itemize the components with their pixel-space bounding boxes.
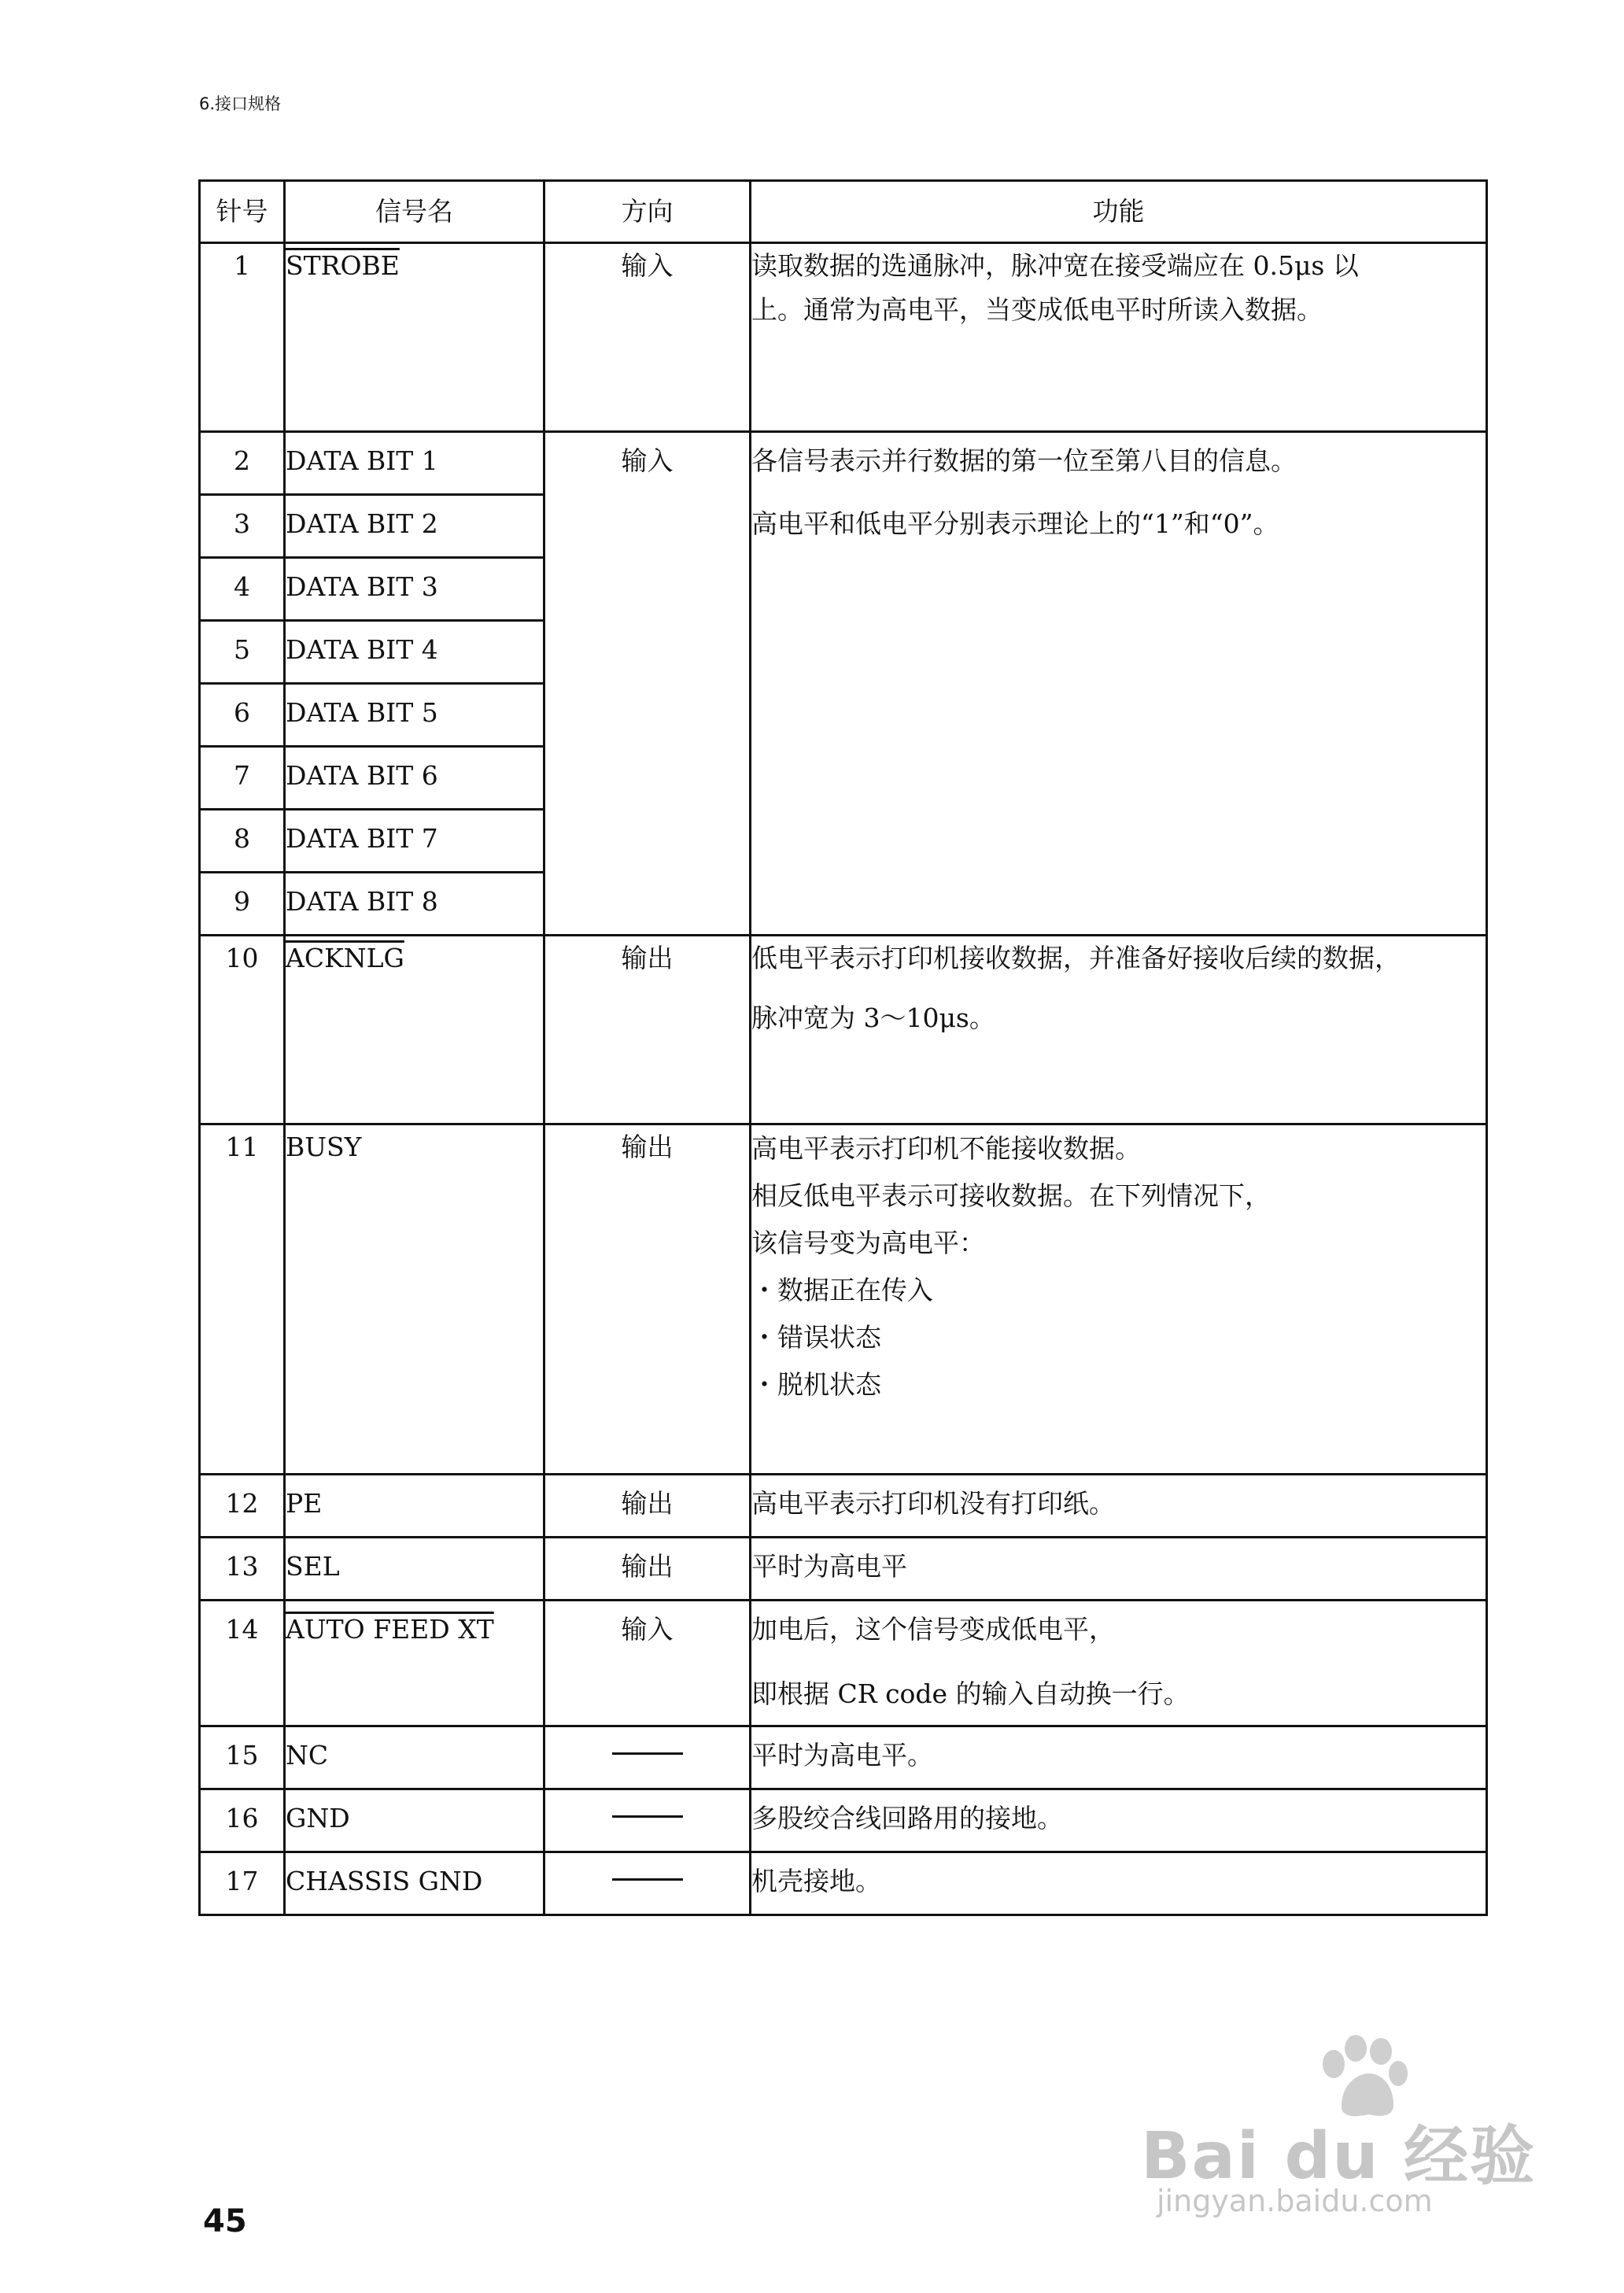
function-cell <box>751 432 1487 936</box>
direction-none <box>612 1815 683 1818</box>
table-row <box>200 1124 1487 1475</box>
function-cell <box>751 1538 1487 1601</box>
signal-name: DATA BIT 3 <box>285 558 544 621</box>
direction <box>544 1852 751 1915</box>
function-line: 加电后，这个信号变成低电平， <box>751 1614 1115 1645</box>
pin-number: 2 <box>200 432 285 495</box>
function-line: 多股绞合线回路用的接地。 <box>751 1803 1063 1833</box>
function-cell <box>751 936 1487 1124</box>
function-bullet: ・脱机状态 <box>751 1369 881 1400</box>
pin-number: 3 <box>200 495 285 558</box>
function-line: 高电平和低电平分别表示理论上的“1”和“0”。 <box>751 508 1279 539</box>
function-cell <box>751 1726 1487 1789</box>
signal-name: STROBE <box>285 243 544 432</box>
col-header-pin: 针号 <box>200 181 285 243</box>
function-line: 平时为高电平 <box>751 1551 907 1582</box>
watermark-brand: Bai du 经验 <box>1141 2119 1537 2194</box>
function-line: 上。通常为高电平，当变成低电平时所读入数据。 <box>751 294 1323 325</box>
function-cell <box>751 1124 1487 1475</box>
signal-name: BUSY <box>285 1124 544 1475</box>
signal-name: DATA BIT 1 <box>285 432 544 495</box>
signal-name: DATA BIT 4 <box>285 621 544 684</box>
direction-none <box>612 1878 683 1881</box>
signal-name: ACKNLG <box>285 936 544 1124</box>
direction <box>544 1726 751 1789</box>
pin-number: 14 <box>200 1601 285 1726</box>
watermark-url: jingyan.baidu.com <box>1157 2184 1433 2218</box>
table-row <box>200 243 1487 432</box>
section-header: 6.接口规格 <box>199 94 282 113</box>
pin-number: 12 <box>200 1475 285 1538</box>
signal-name: DATA BIT 2 <box>285 495 544 558</box>
signal-name: SEL <box>285 1538 544 1601</box>
function-line: 各信号表示并行数据的第一位至第八目的信息。 <box>751 445 1297 476</box>
table-row <box>200 1475 1487 1538</box>
signal-name: CHASSIS GND <box>285 1852 544 1915</box>
function-bullet: ・数据正在传入 <box>751 1275 933 1305</box>
pin-number: 5 <box>200 621 285 684</box>
function-bullet: ・错误状态 <box>751 1322 881 1353</box>
signal-name: DATA BIT 8 <box>285 873 544 936</box>
direction: 输入 <box>544 432 751 936</box>
pin-number: 13 <box>200 1538 285 1601</box>
direction: 输出 <box>544 1538 751 1601</box>
baidu-jingyan-watermark <box>1141 2034 1537 2218</box>
pin-number: 16 <box>200 1789 285 1852</box>
table-row <box>200 432 1487 495</box>
function-cell <box>751 1601 1487 1726</box>
function-line: 相反低电平表示可接收数据。在下列情况下， <box>751 1180 1271 1211</box>
signal-name: GND <box>285 1789 544 1852</box>
direction: 输出 <box>544 1475 751 1538</box>
signal-name: DATA BIT 5 <box>285 684 544 747</box>
function-line: 读取数据的选通脉冲，脉冲宽在接受端应在 0.5μs 以 <box>751 250 1359 281</box>
function-cell <box>751 1475 1487 1538</box>
function-line: 即根据 CR code 的输入自动换一行。 <box>751 1678 1190 1709</box>
function-cell <box>751 243 1487 432</box>
direction-none <box>612 1752 683 1755</box>
direction: 输出 <box>544 1124 751 1475</box>
function-line: 平时为高电平。 <box>751 1740 933 1771</box>
table-row <box>200 1852 1487 1915</box>
table-row <box>200 1538 1487 1601</box>
table-row <box>200 1726 1487 1789</box>
direction: 输入 <box>544 1601 751 1726</box>
function-line: 低电平表示打印机接收数据，并准备好接收后续的数据， <box>751 943 1401 973</box>
function-cell <box>751 1789 1487 1852</box>
pin-number: 1 <box>200 243 285 432</box>
direction <box>544 1789 751 1852</box>
signal-name: NC <box>285 1726 544 1789</box>
col-header-function: 功能 <box>751 181 1487 243</box>
function-line: 脉冲宽为 3～10μs。 <box>751 1002 995 1033</box>
pin-number: 6 <box>200 684 285 747</box>
function-line: 高电平表示打印机没有打印纸。 <box>751 1488 1115 1519</box>
col-header-direction: 方向 <box>544 181 751 243</box>
signal-name: DATA BIT 6 <box>285 747 544 810</box>
pin-number: 4 <box>200 558 285 621</box>
pin-number: 9 <box>200 873 285 936</box>
signal-name: DATA BIT 7 <box>285 810 544 873</box>
function-line: 高电平表示打印机不能接收数据。 <box>751 1133 1141 1164</box>
signal-name: AUTO FEED XT <box>285 1601 544 1726</box>
pin-number: 17 <box>200 1852 285 1915</box>
direction: 输入 <box>544 243 751 432</box>
pin-number: 8 <box>200 810 285 873</box>
direction: 输出 <box>544 936 751 1124</box>
signal-name: PE <box>285 1475 544 1538</box>
pin-number: 15 <box>200 1726 285 1789</box>
col-header-signal: 信号名 <box>285 181 544 243</box>
table-row <box>200 936 1487 1124</box>
page-number: 45 <box>203 2203 247 2239</box>
pin-number: 11 <box>200 1124 285 1475</box>
function-line: 机壳接地。 <box>751 1866 881 1896</box>
function-line: 该信号变为高电平： <box>751 1228 985 1258</box>
table-row <box>200 1601 1487 1726</box>
pin-number: 10 <box>200 936 285 1124</box>
pin-table <box>198 179 1488 1916</box>
function-cell <box>751 1852 1487 1915</box>
pin-number: 7 <box>200 747 285 810</box>
table-header-row <box>200 181 1487 243</box>
table-row <box>200 1789 1487 1852</box>
